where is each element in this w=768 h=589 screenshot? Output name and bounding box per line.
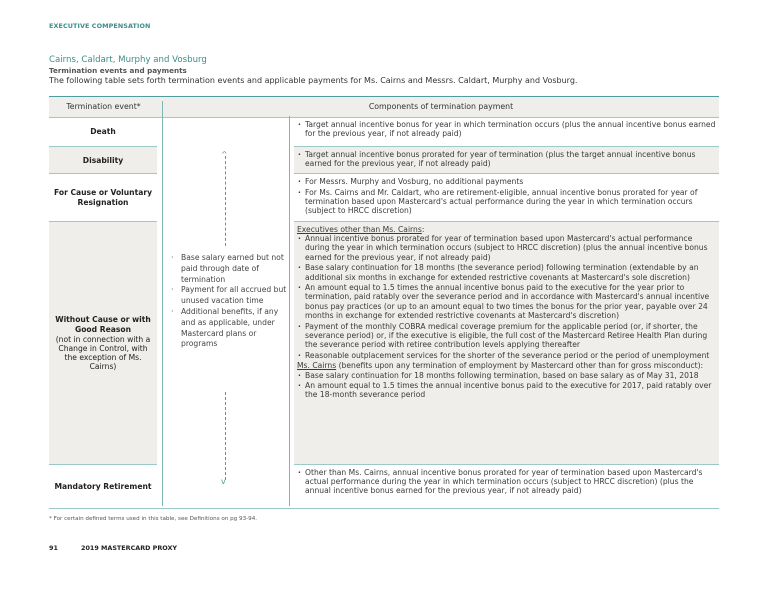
footnote: * For certain defined terms used in this table, see Definitions on pg 93-94.	[49, 516, 258, 522]
list-item: · An amount equal to 1.5 times the annual incentive bonus paid to the executive for 2017, paid ratably over the 18-month severance period	[297, 381, 719, 399]
list-item: · An amount equal to 1.5 times the annual incentive bonus paid to the executive for the year prior to termination, paid ratably over the severance period and in accordance with Mastercard's annual incentive bonus pay practices (or up to an amount equal to two times the bonus for the prior year, payable over 24 months in exchange for extended restrictive covenants at Mastercard's discretion)	[297, 283, 719, 320]
group-description: (benefits upon any termination of employment by Mastercard other than for gross misconduct):	[336, 361, 704, 371]
group-label: Executives other than Ms. Cairns	[297, 225, 422, 234]
page-title: Cairns, Caldart, Murphy and Vosburg	[49, 55, 207, 65]
publication-name: 2019 MASTERCARD PROXY	[81, 544, 178, 552]
list-item: · Target annual incentive bonus prorated for year of termination (plus the target annual incentive bonus earned for the previous year, if not already paid)	[297, 150, 719, 168]
list-item: · For Messrs. Murphy and Vosburg, no additional payments	[297, 177, 719, 186]
list-item: · Target annual incentive bonus for year in which termination occurs (plus the annual incentive bonus earned for the previous year, if not already paid)	[297, 120, 719, 138]
arrow-up-icon: ^	[221, 150, 228, 159]
group-label: Ms. Cairns	[297, 361, 337, 371]
components-for-cause	[294, 174, 719, 222]
event-mandatory-retirement	[49, 465, 157, 508]
common-payments-column	[162, 116, 290, 506]
list-item: · Other than Ms. Cairns, annual incentive bonus prorated for year of termination based upon Mastercard's actual performance during the year in which termination occurs (subject to HRCC discretion) (plus the annual incentive bonus earned for the previous year, if not already paid)	[297, 468, 719, 496]
event-for-cause	[49, 174, 157, 222]
dashed-line-down	[225, 392, 226, 480]
intro-text: The following table sets forth termination events and applicable payments for Ms. Cairns and Messrs. Caldart, Murphy and Vosburg.	[49, 76, 578, 85]
page-subtitle: Termination events and payments	[49, 66, 187, 75]
event-disability	[49, 147, 157, 174]
components-without-cause: Executives other than Ms. Cairns: · Annual incentive bonus prorated for year of termination based upon Mastercard's actual performance during the year in which termination occurs (subject to HRCC discretion) (plus the annual incentive bonus earned for the previous year, if not already paid) · Base salary continuation for 18 months (the severance period) following termination (extendable by an additional six months in exchange for extended restrictive covenants at Mastercard's sole discretion) · An amount equal to 1.5 times the annual incentive bonus paid to the executive for the year prior to termination, paid ratably over the severance period and in accordance with Mastercard's annual incentive bonus pay practices (or up to an amount equal to two times the bonus for the prior year, payable over 24 months in exchange for extended restrictive covenants at Mastercard's discretion) · Payment of the monthly COBRA medical coverage premium for the applicable period (or, if shorter, the severance period) or, if the executive is eligible, the full cost of the Mastercard Retiree Health Plan during the severance period with retiree contribution levels applying thereafter · Reasonable outplacement services for the shorter of the severance period or the period of unemployment Ms. Cairns (benefits upon any termination of employment by Mastercard other than for gross misconduct): · Base salary continuation for 18 months following termination, based on base salary as of May 31, 2018 · An amount equal to 1.5 times the annual incentive bonus paid to the executive for 2017, paid ratably over the 18-month severance period	[294, 222, 719, 465]
components-death	[294, 117, 719, 147]
event-label: Without Cause or with Good Reason	[55, 314, 151, 334]
table-bottom-rule	[49, 508, 719, 509]
page-number: 91	[49, 544, 58, 552]
list-item: · Annual incentive bonus prorated for year of termination based upon Mastercard's actual performance during the year in which termination occurs (subject to HRCC discretion) (plus the annual incentive bonus earned for the previous year, if not already paid)	[297, 234, 719, 262]
event-without-cause	[49, 222, 157, 465]
components-mandatory-retirement	[294, 465, 719, 508]
event-label: Disability	[82, 155, 124, 165]
event-label: Mandatory Retirement	[54, 482, 152, 491]
event-note: (not in connection with a Change in Control, with the exception of Ms. Cairns)	[55, 334, 151, 372]
dashed-line-up	[225, 156, 226, 246]
list-item: · Base salary earned but not paid through date of termination	[171, 253, 289, 285]
list-item: · Payment of the monthly COBRA medical coverage premium for the applicable period (or, if shorter, the severance period) or, if the executive is eligible, the full cost of the Mastercard Retiree Health Plan during the severance period with retiree contribution levels applying thereafter	[297, 322, 719, 350]
list-item: · Reasonable outplacement services for the shorter of the severance period or the period of unemployment	[297, 351, 719, 360]
list-item: · For Ms. Cairns and Mr. Caldart, who are retirement-eligible, annual incentive bonus prorated for year of termination based upon Mastercard's actual performance during the year in which termination occurs (subject to HRCC discretion)	[297, 188, 719, 216]
event-death	[49, 117, 157, 147]
list-item: · Additional benefits, if any and as applicable, under Mastercard plans or programs	[171, 307, 289, 350]
list-item: · Base salary continuation for 18 months following termination, based on base salary as of May 31, 2018	[297, 371, 719, 380]
list-item: · Base salary continuation for 18 months (the severance period) following termination (extendable by an additional six months in exchange for extended restrictive covenants at Mastercard's sole discretion)	[297, 263, 719, 281]
list-item: · Payment for all accrued but unused vacation time	[171, 285, 289, 307]
event-label: For Cause or Voluntary Resignation	[53, 187, 153, 207]
column-header-components: Components of termination payment	[368, 102, 514, 111]
column-header-event: Termination event*	[66, 102, 141, 111]
table-header	[49, 96, 719, 118]
event-label: Death	[90, 127, 116, 136]
common-payments-list	[171, 253, 289, 350]
section-label: EXECUTIVE COMPENSATION	[49, 22, 151, 30]
components-disability	[294, 147, 719, 174]
arrow-down-icon: v	[221, 477, 226, 486]
